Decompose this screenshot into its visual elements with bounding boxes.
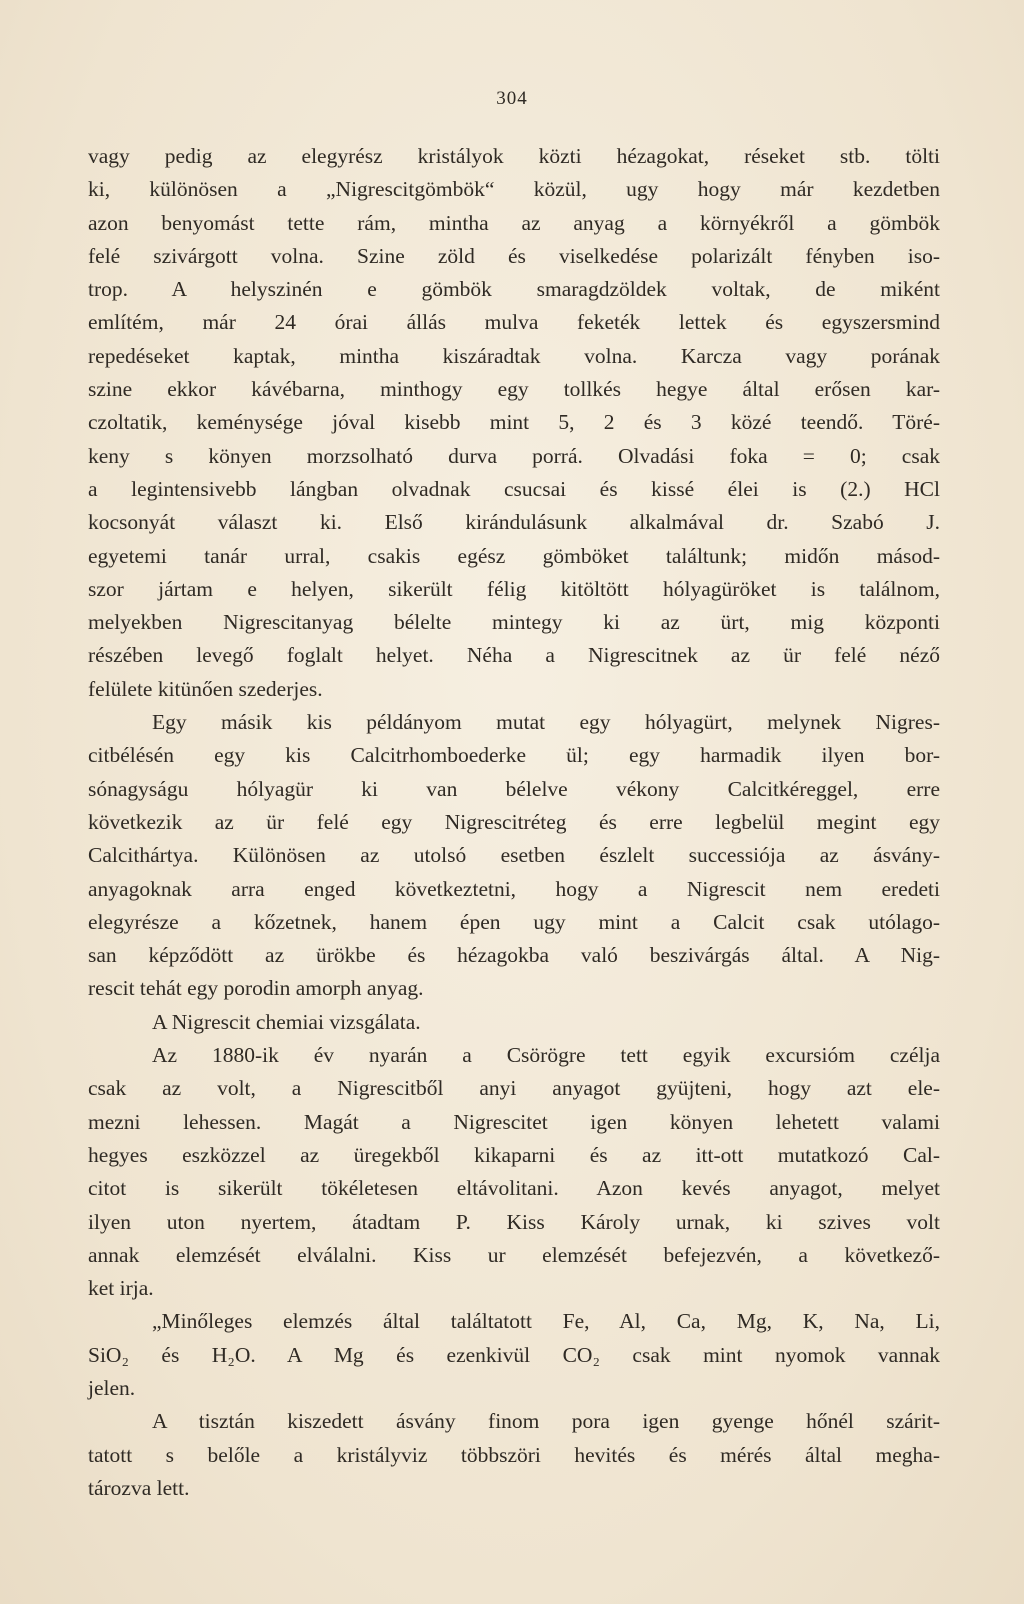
text-line: csak az volt, a Nigrescitből anyi anyagot gyüjteni, hogy azt ele- — [88, 1076, 940, 1101]
text-line: trop. A helyszinén e gömbök smaragdzöldek voltak, de miként — [88, 277, 940, 302]
text-line: czoltatik, keménysége jóval kisebb mint 5, 2 és 3 közé teendő. Töré- — [88, 410, 940, 435]
text-line: ki, különösen a „Nigrescitgömbök“ közül, ugy hogy már kezdetben — [88, 177, 940, 202]
text-line: felé szivárgott volna. Szine zöld és viselkedése polarizált fényben iso- — [88, 243, 940, 268]
text-line: rescit tehát egy porodin amorph anyag. — [88, 976, 424, 1001]
text-line: szine ekkor kávébarna, minthogy egy tollkés hegye által erősen kar- — [88, 377, 940, 402]
text-line: citot is sikerült tökéletesen eltávolitani. Azon kevés anyagot, melyet — [88, 1176, 940, 1201]
text-line: vagy pedig az elegyrész kristályok közti hézagokat, réseket stb. tölti — [88, 144, 940, 168]
text-line: hegyes eszközzel az üregekből kikaparni és az itt-ott mutatkozó Cal- — [88, 1142, 940, 1167]
text-line: SiO₂ és H₂O. A Mg és ezenkivül CO₂ csak mint nyomok vannak — [88, 1342, 940, 1367]
text-line: A Nigrescit chemiai vizsgálata. — [152, 1009, 421, 1034]
text-line: jelen. — [88, 1375, 136, 1400]
text-line: kocsonyát választ ki. Első kirándulásunk alkalmával dr. Szabó J. — [88, 510, 940, 535]
text-line: elegyrésze a kőzetnek, hanem épen ugy mint a Calcit csak utólago- — [88, 909, 940, 934]
text-line: repedéseket kaptak, mintha kiszáradtak volna. Karcza vagy porának — [88, 343, 940, 368]
text-line: Egy másik kis példányom mutat egy hólyagürt, melynek Nigres- — [152, 710, 940, 735]
text-line: tatott s belőle a kristályviz többszöri hevités és mérés által megha- — [88, 1442, 940, 1467]
text-line: keny s könyen morzsolható durva porrá. Olvadási foka = 0; csak — [88, 443, 940, 468]
text-line: annak elemzését elválalni. Kiss ur elemzését befejezvén, a következő- — [88, 1242, 940, 1267]
text-line: anyagoknak arra enged következtetni, hogy a Nigrescit nem eredeti — [88, 876, 940, 901]
text-line: Az 1880-ik év nyarán a Csörögre tett egyik excursióm czélja — [152, 1043, 940, 1068]
text-line: egyetemi tanár urral, csakis egész gömböket találtunk; midőn másod- — [88, 543, 940, 568]
text-line: tározva lett. — [88, 1475, 190, 1500]
text-line: részében levegő foglalt helyet. Néha a Nigrescitnek az ür felé néző — [88, 643, 940, 668]
text-line: Calcithártya. Különösen az utolsó esetben észlelt successiója az ásvány- — [88, 843, 940, 868]
text-line: ilyen uton nyertem, átadtam P. Kiss Károly urnak, ki szives volt — [88, 1209, 940, 1234]
body-text — [88, 140, 940, 1505]
text-line: említém, már 24 órai állás mulva feketék lettek és egyszersmind — [88, 310, 940, 335]
text-line: következik az ür felé egy Nigrescitréteg és erre legbelül megint egy — [88, 809, 940, 834]
text-line: mezni lehessen. Magát a Nigrescitet igen könyen lehetett valami — [88, 1109, 940, 1134]
text-line: a legintensivebb lángban olvadnak csucsai és kissé élei is (2.) HCl — [88, 476, 940, 501]
text-line: szor jártam e helyen, sikerült félig kitöltött hólyagüröket is találnom, — [88, 576, 940, 601]
text-line: sónagyságu hólyagür ki van bélelve vékony Calcitkéreggel, erre — [88, 776, 940, 801]
text-line: san képződött az ürökbe és hézagokba való beszivárgás által. A Nig- — [88, 943, 940, 968]
text-line: ket irja. — [88, 1276, 154, 1301]
text-line: A tisztán kiszedett ásvány finom pora igen gyenge hőnél szárit- — [152, 1409, 940, 1434]
page-number: 304 — [496, 88, 528, 109]
text-line: felülete kitünően szederjes. — [88, 676, 323, 701]
text-line: „Minőleges elemzés által találtatott Fe, Al, Ca, Mg, K, Na, Li, — [152, 1309, 940, 1334]
text-line: citbélésén egy kis Calcitrhomboederke ül; egy harmadik ilyen bor- — [88, 743, 940, 768]
text-line: azon benyomást tette rám, mintha az anyag a környékről a gömbök — [88, 210, 940, 235]
text-line: melyekben Nigrescitanyag bélelte mintegy ki az ürt, mig központi — [88, 610, 940, 635]
